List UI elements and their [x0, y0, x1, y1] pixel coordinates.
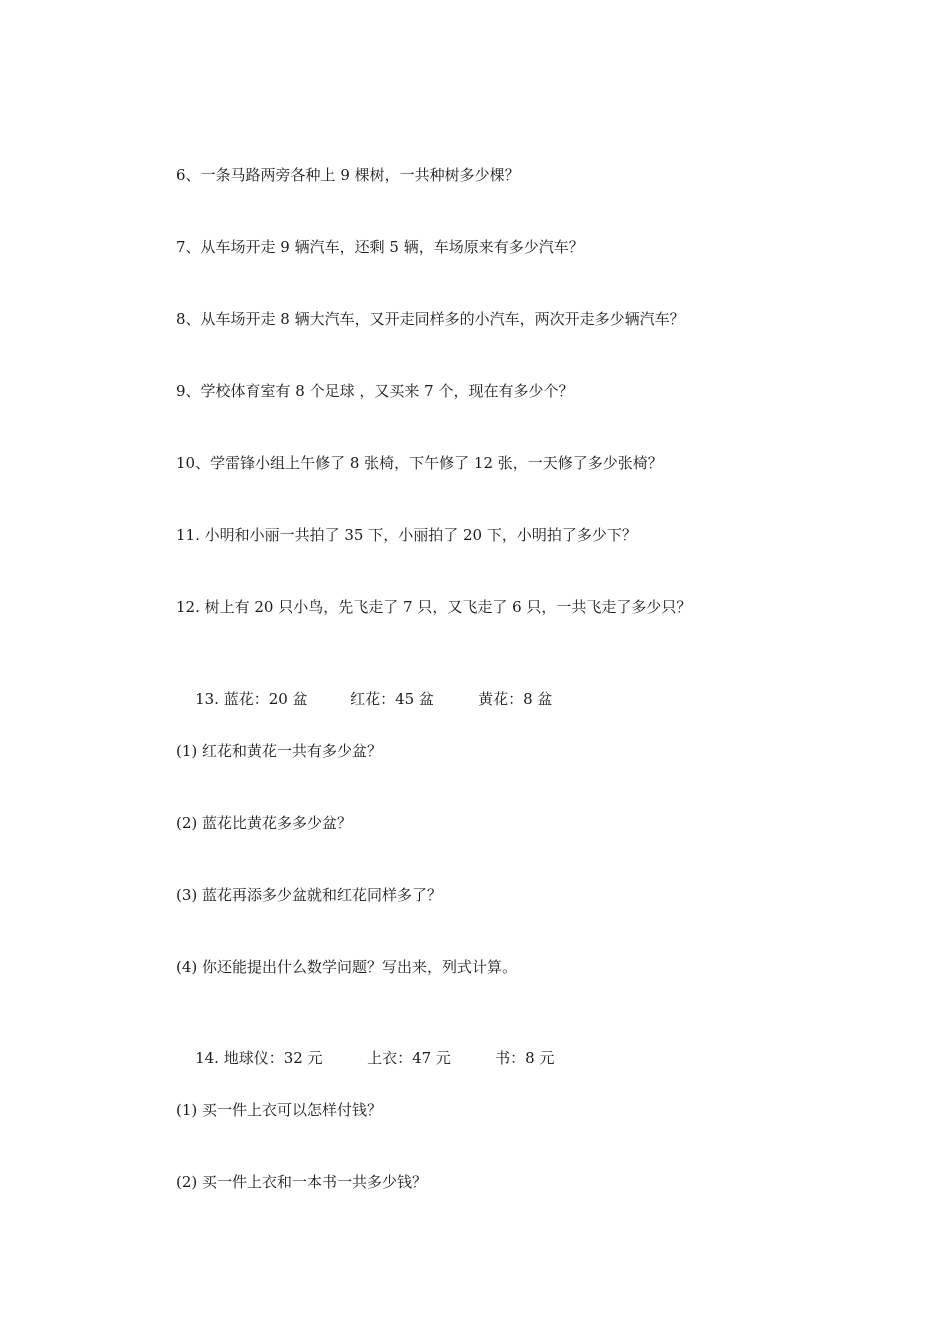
question-14-header	[176, 1028, 554, 1088]
question-13-sub-4: (4) 你还能提出什么数学问题？写出来，列式计算。	[176, 958, 518, 976]
q14-book-price: 书：8 元	[495, 1049, 555, 1067]
question-7: 7、从车场开走 9 辆汽车，还剩 5 辆，车场原来有多少汽车？	[176, 238, 584, 256]
question-13-header	[176, 669, 552, 729]
question-13-sub-1: (1) 红花和黄花一共有多少盆？	[176, 742, 383, 760]
q13-red-flowers: 红花：45 盆	[350, 690, 434, 708]
question-6: 6、一条马路两旁各种上 9 棵树，一共种树多少棵？	[176, 166, 520, 184]
question-11: 11. 小明和小丽一共拍了 35 下，小丽拍了 20 下，小明拍了多少下？	[176, 526, 637, 544]
question-8: 8、从车场开走 8 辆大汽车，又开走同样多的小汽车，两次开走多少辆汽车？	[176, 310, 685, 328]
question-13-sub-3: (3) 蓝花再添多少盆就和红花同样多了？	[176, 886, 443, 904]
q13-blue-flowers: 13. 蓝花：20 盆	[195, 690, 308, 708]
q14-jacket-price: 上衣：47 元	[367, 1049, 451, 1067]
question-14-sub-1: (1) 买一件上衣可以怎样付钱？	[176, 1101, 383, 1119]
question-12: 12. 树上有 20 只小鸟，先飞走了 7 只，又飞走了 6 只，一共飞走了多少只？	[176, 598, 692, 616]
question-14-sub-2: (2) 买一件上衣和一本书一共多少钱？	[176, 1173, 428, 1191]
q13-yellow-flowers: 黄花：8 盆	[478, 690, 553, 708]
question-10: 10、学雷锋小组上午修了 8 张椅，下午修了 12 张，一天修了多少张椅？	[176, 454, 663, 472]
q14-globe-price: 14. 地球仪：32 元	[195, 1049, 323, 1067]
question-13-sub-2: (2) 蓝花比黄花多多少盆？	[176, 814, 353, 832]
question-9: 9、学校体育室有 8 个足球 ，又买来 7 个，现在有多少个？	[176, 382, 574, 400]
